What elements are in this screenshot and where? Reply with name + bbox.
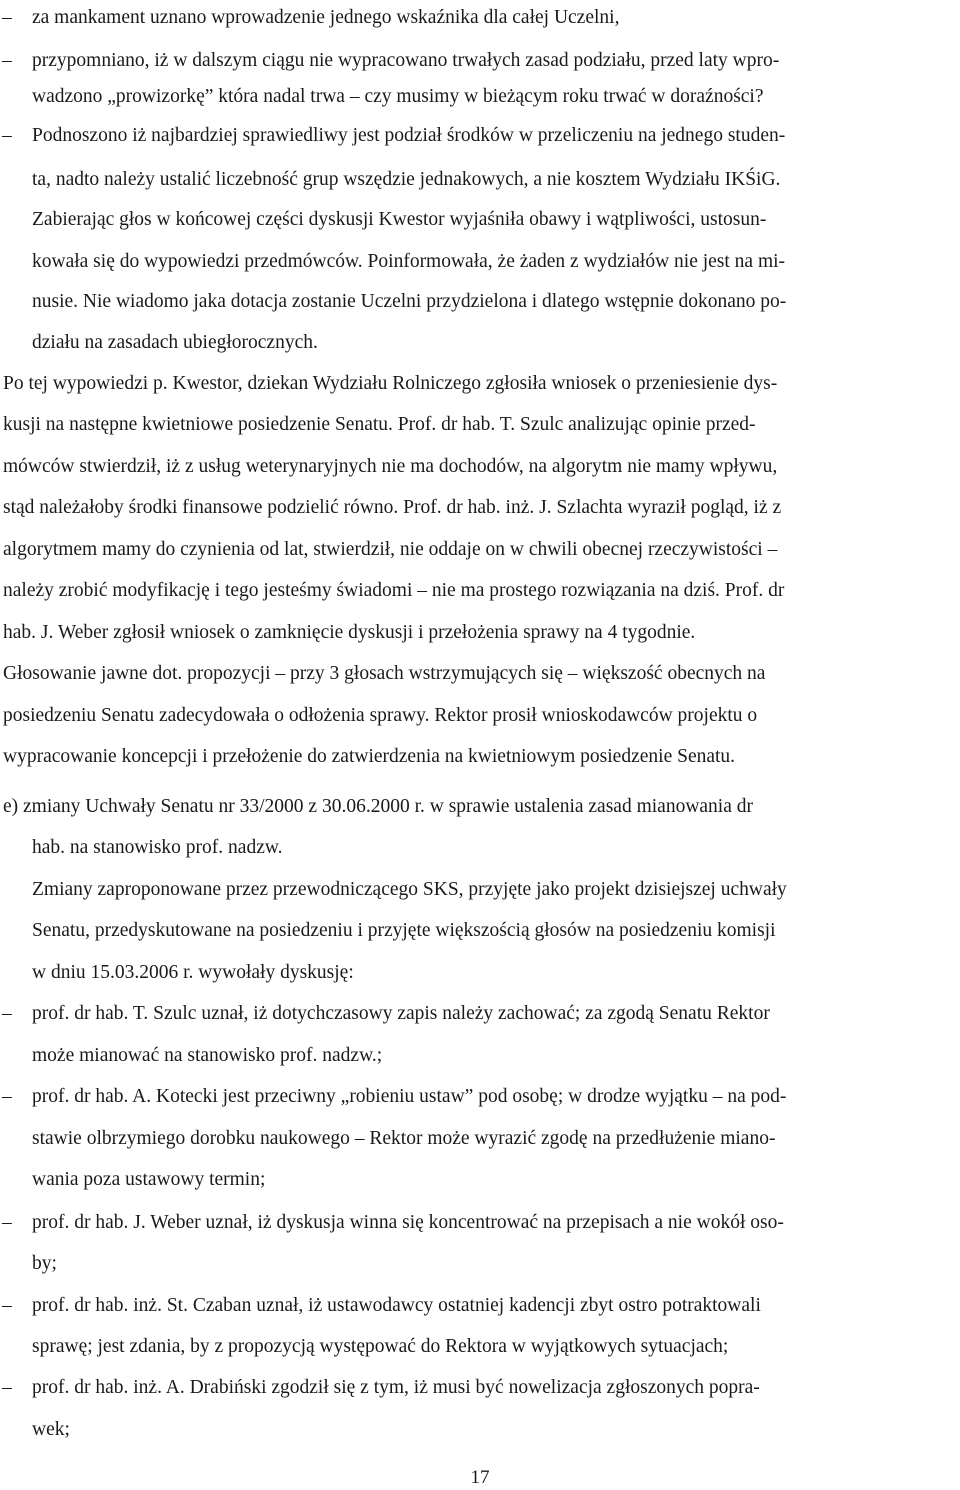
text-line: Głosowanie jawne dot. propozycji – przy 3 głosach wstrzymujących się – większość obecnych na bbox=[3, 663, 766, 684]
text-line: sprawę; jest zdania, by z propozycją występować do Rektora w wyjątkowych sytuacjach; bbox=[32, 1336, 729, 1357]
page-number: 17 bbox=[470, 1467, 490, 1488]
text-line: hab. J. Weber zgłosił wniosek o zamknięcie dyskusji i przełożenia sprawy na 4 tygodnie. bbox=[3, 622, 696, 643]
text-line: posiedzeniu Senatu zadecydowała o odłożenia sprawy. Rektor prosił wnioskodawców projektu o bbox=[3, 705, 758, 726]
text-line: Po tej wypowiedzi p. Kwestor, dziekan Wydziału Rolniczego zgłosiła wniosek o przeniesienie dys- bbox=[3, 373, 778, 394]
text-line: wypracowanie koncepcji i przełożenie do zatwierdzenia na kwietniowym posiedzenie Senatu. bbox=[3, 746, 736, 767]
text-line: prof. dr hab. T. Szulc uznał, iż dotychczasowy zapis należy zachować; za zgodą Senatu Rektor bbox=[32, 1003, 770, 1024]
text-line: prof. dr hab. J. Weber uznał, iż dyskusja winna się koncentrować na przepisach a nie wokół oso- bbox=[32, 1212, 784, 1233]
text-line: Zmiany zaproponowane przez przewodniczącego SKS, przyjęte jako projekt dzisiejszej uchwały bbox=[32, 879, 787, 900]
text-line: wadzono „prowizorkę” która nadal trwa – czy musimy w bieżącym roku trwać w doraźności? bbox=[32, 86, 764, 107]
text-line: ta, nadto należy ustalić liczebność grup wszędzie jednakowych, a nie kosztem Wydziału IKŚiG. bbox=[32, 169, 781, 190]
list-dash: – bbox=[2, 1295, 12, 1316]
text-line: prof. dr hab. inż. St. Czaban uznał, iż ustawodawcy ostatniej kadencji zbyt ostro potraktowali bbox=[32, 1295, 761, 1316]
text-line: stawie olbrzymiego dorobku naukowego – Rektor może wyrazić zgodę na przedłużenie miano- bbox=[32, 1128, 776, 1149]
text-line: stąd należałoby środki finansowe podzielić równo. Prof. dr hab. inż. J. Szlachta wyraził pogląd, iż z bbox=[3, 497, 782, 518]
list-dash: – bbox=[2, 1212, 12, 1233]
list-dash: – bbox=[2, 1086, 12, 1107]
list-dash: – bbox=[2, 7, 12, 28]
text-line: należy zrobić modyfikację i tego jesteśmy świadomi – nie ma prostego rozwiązania na dziś. Prof. dr bbox=[3, 580, 785, 601]
text-line: wania poza ustawowy termin; bbox=[32, 1169, 266, 1190]
text-line: działu na zasadach ubiegłorocznych. bbox=[32, 332, 318, 353]
list-dash: – bbox=[2, 50, 12, 71]
text-line: hab. na stanowisko prof. nadzw. bbox=[32, 837, 283, 858]
text-line: może mianować na stanowisko prof. nadzw.; bbox=[32, 1045, 383, 1066]
text-line: by; bbox=[32, 1253, 57, 1274]
text-line: nusie. Nie wiadomo jaka dotacja zostanie Uczelni przydzielona i dlatego wstępnie dokonano po- bbox=[32, 291, 787, 312]
text-line: prof. dr hab. A. Kotecki jest przeciwny „robieniu ustaw” pod osobę; w drodze wyjątku – na pod- bbox=[32, 1086, 787, 1107]
text-line: przypomniano, iż w dalszym ciągu nie wypracowano trwałych zasad podziału, przed laty wpro- bbox=[32, 50, 780, 71]
text-line: wek; bbox=[32, 1419, 70, 1440]
text-line: Zabierając głos w końcowej części dyskusji Kwestor wyjaśniła obawy i wątpliwości, ustosun- bbox=[32, 209, 767, 230]
text-line: Senatu, przedyskutowane na posiedzeniu i przyjęte większością głosów na posiedzeniu komisji bbox=[32, 920, 776, 941]
text-line: prof. dr hab. inż. A. Drabiński zgodził się z tym, iż musi być nowelizacja zgłoszonych popra- bbox=[32, 1377, 760, 1398]
text-line: w dniu 15.03.2006 r. wywołały dyskusję: bbox=[32, 962, 354, 983]
list-dash: – bbox=[2, 125, 12, 146]
section-heading: e) zmiany Uchwały Senatu nr 33/2000 z 30.06.2000 r. w sprawie ustalenia zasad mianowania dr bbox=[3, 796, 753, 817]
text-line: Podnoszono iż najbardziej sprawiedliwy jest podział środków w przeliczeniu na jednego studen- bbox=[32, 125, 786, 146]
list-dash: – bbox=[2, 1003, 12, 1024]
list-dash: – bbox=[2, 1377, 12, 1398]
text-line: mówców stwierdził, iż z usług weterynaryjnych nie ma dochodów, na algorytm nie mamy wpływu, bbox=[3, 456, 778, 477]
text-line: algorytmem mamy do czynienia od lat, stwierdził, nie oddaje on w chwili obecnej rzeczywistości – bbox=[3, 539, 778, 560]
text-line: kowała się do wypowiedzi przedmówców. Poinformowała, że żaden z wydziałów nie jest na mi- bbox=[32, 251, 786, 272]
text-line: za mankament uznano wprowadzenie jednego wskaźnika dla całej Uczelni, bbox=[32, 7, 620, 28]
text-line: kusji na następne kwietniowe posiedzenie Senatu. Prof. dr hab. T. Szulc analizując opinie przed- bbox=[3, 414, 756, 435]
